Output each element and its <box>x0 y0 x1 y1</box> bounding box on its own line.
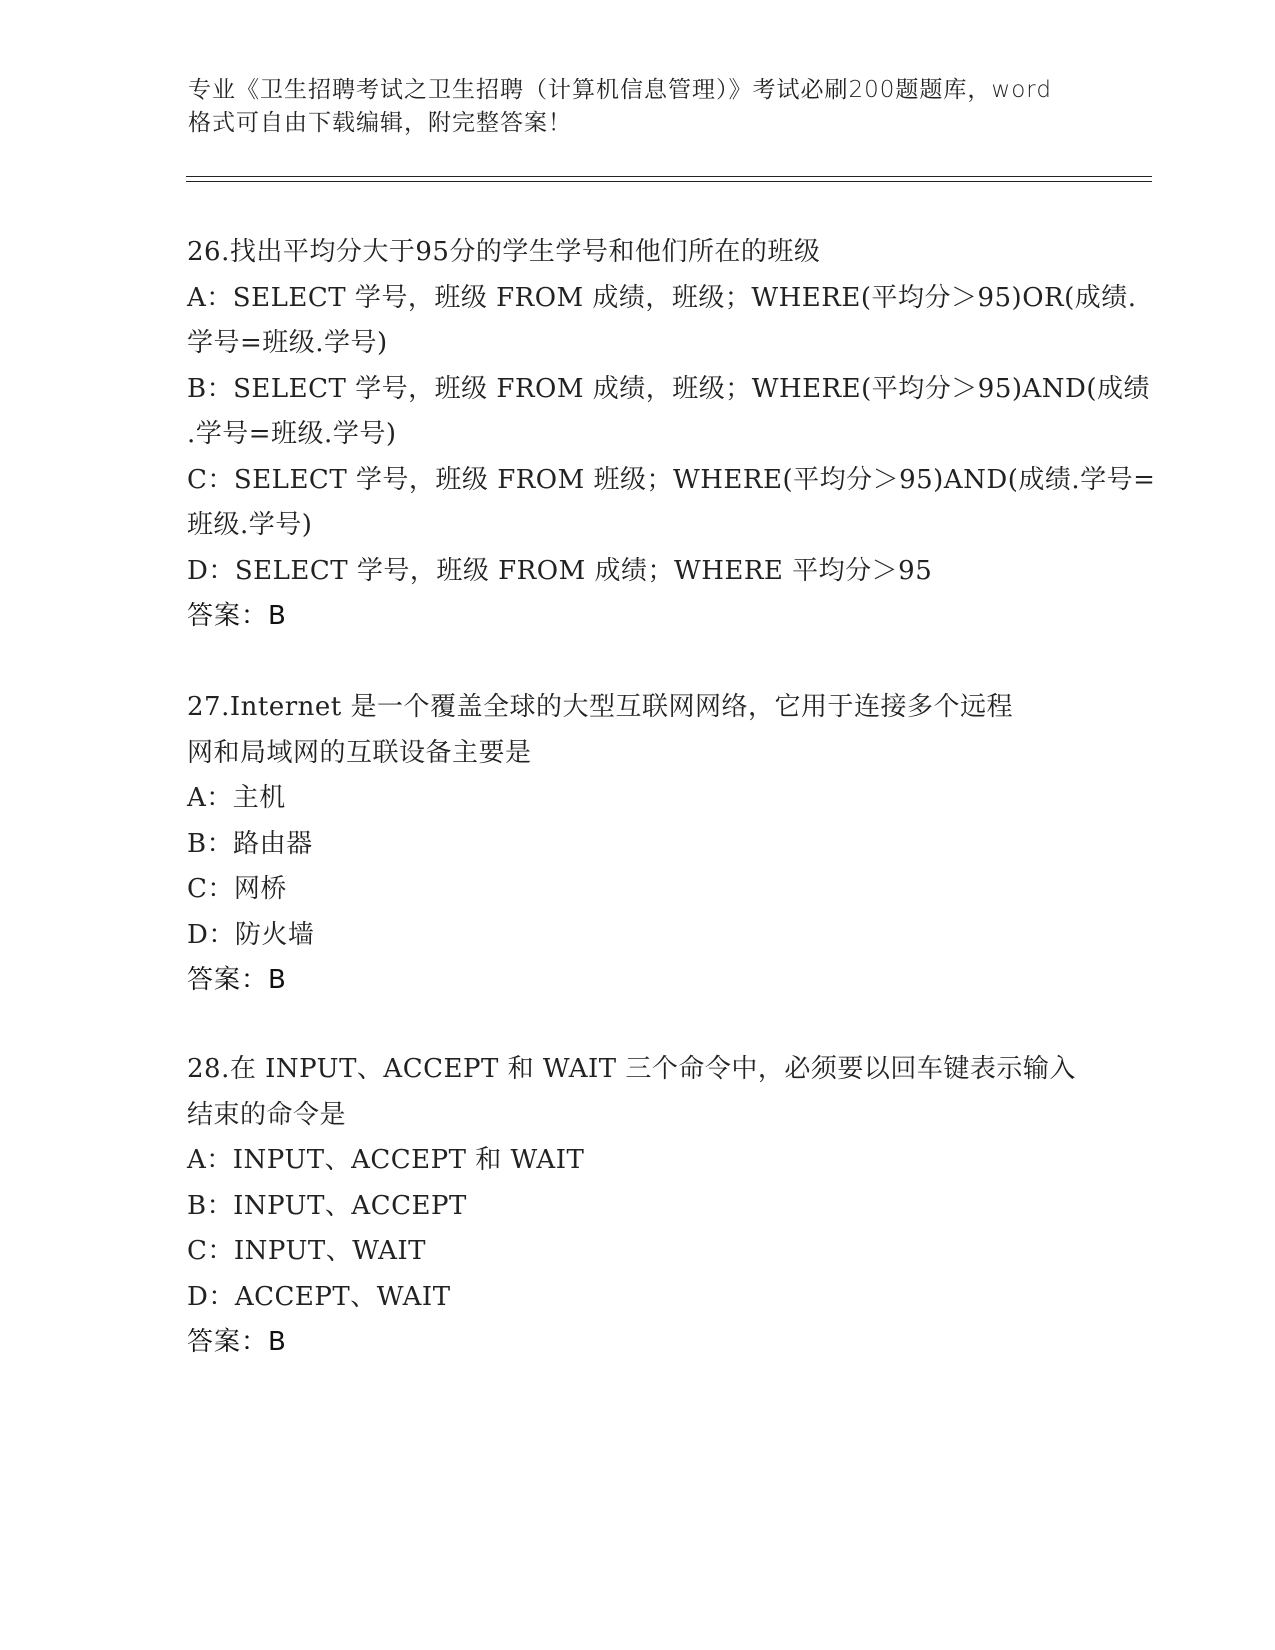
option-a-line-2: 学号=班级.学号) <box>187 328 388 358</box>
question-stem-line-1: 27.Internet 是一个覆盖全球的大型互联网网络，它用于连接多个远程 <box>187 692 1013 722</box>
header-divider-top <box>186 176 1152 177</box>
option-a: A：主机 <box>187 783 286 813</box>
question-stem-line-1: 28.在 INPUT、ACCEPT 和 WAIT 三个命令中，必须要以回车键表示输入 <box>187 1054 1076 1084</box>
answer-text: 答案：B <box>187 965 287 995</box>
question-stem: 26.找出平均分大于95分的学生学号和他们所在的班级 <box>187 237 821 267</box>
answer-text: 答案：B <box>187 1327 287 1357</box>
option-b-line-2: .学号=班级.学号) <box>187 419 397 449</box>
option-c-line-1: C：SELECT 学号，班级 FROM 班级；WHERE(平均分＞95)AND(成绩.学号= <box>187 464 1156 495</box>
option-a: A：INPUT、ACCEPT 和 WAIT <box>187 1145 585 1175</box>
option-c: C：INPUT、WAIT <box>187 1236 427 1266</box>
option-b: B：路由器 <box>187 828 313 859</box>
option-c-line-2: 班级.学号) <box>187 510 313 540</box>
question-stem-line-2: 结束的命令是 <box>187 1099 347 1130</box>
option-b: B：INPUT、ACCEPT <box>187 1190 467 1221</box>
option-c: C：网桥 <box>187 874 287 904</box>
header-divider-bottom <box>186 181 1152 182</box>
option-a-line-1: A：SELECT 学号，班级 FROM 成绩，班级；WHERE(平均分＞95)OR(成绩. <box>187 282 1137 313</box>
option-d: D：SELECT 学号，班级 FROM 成绩；WHERE 平均分＞95 <box>187 555 933 586</box>
question-27 <box>187 685 1087 1004</box>
header-line-2: 格式可自由下载编辑，附完整答案！ <box>188 110 572 136</box>
question-28 <box>187 1047 1087 1366</box>
option-d: D：防火墙 <box>187 919 315 950</box>
document-header <box>188 74 1088 140</box>
question-26 <box>187 230 1156 640</box>
option-b-line-1: B：SELECT 学号，班级 FROM 成绩，班级；WHERE(平均分＞95)AND(成绩 <box>187 373 1151 404</box>
header-line-1: 专业《卫生招聘考试之卫生招聘（计算机信息管理）》考试必刷200题题库，word <box>188 77 1052 103</box>
answer-text: 答案：B <box>187 601 287 631</box>
option-d: D：ACCEPT、WAIT <box>187 1281 451 1312</box>
question-stem-line-2: 网和局域网的互联设备主要是 <box>187 737 532 768</box>
